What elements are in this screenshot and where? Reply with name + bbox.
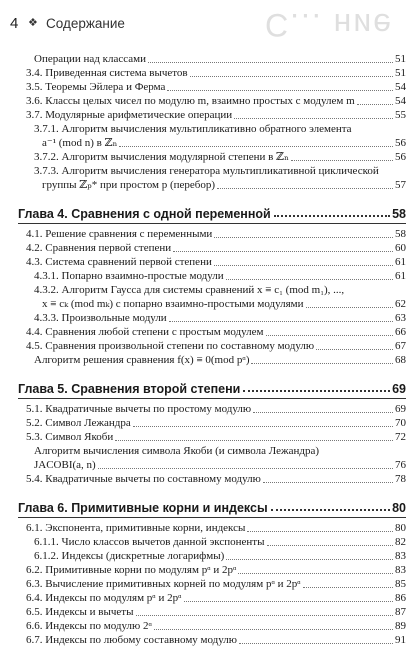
leader-dots — [119, 146, 393, 147]
toc-entry[interactable] — [0, 94, 416, 108]
chapter-page-number: 58 — [392, 207, 406, 221]
chapter-title: Глава 6. Примитивные корни и индексы — [18, 501, 268, 515]
entry-title: 5.4. Квадратичные вычеты по составному модулю — [26, 473, 261, 485]
chapter-page-number: 69 — [392, 382, 406, 396]
page-header — [0, 0, 416, 43]
entry-page-number: 60 — [395, 242, 406, 254]
entry-title: 4.2. Сравнения первой степени — [26, 242, 172, 254]
leader-dots — [115, 440, 393, 441]
leader-dots — [267, 545, 394, 546]
entry-title: 4.3.2. Алгоритм Гаусса для системы сравнений x ≡ c₁ (mod m₁), ..., — [34, 284, 345, 296]
leader-dots — [173, 251, 393, 252]
entry-page-number: 86 — [395, 592, 406, 604]
leader-dots — [167, 90, 393, 91]
entry-page-number: 54 — [395, 81, 406, 93]
toc-entry[interactable] — [0, 430, 416, 444]
entry-title: 6.1.1. Число классов вычетов данной экспоненты — [34, 536, 265, 548]
toc-entry[interactable] — [0, 178, 416, 192]
toc-entry[interactable] — [0, 283, 416, 297]
leader-dots — [148, 62, 393, 63]
leader-dots — [98, 468, 393, 469]
entry-page-number: 78 — [395, 473, 406, 485]
entry-page-number: 54 — [395, 95, 406, 107]
toc-entry[interactable] — [0, 52, 416, 66]
entry-page-number: 55 — [395, 109, 406, 121]
toc-entry[interactable] — [0, 241, 416, 255]
entry-title: JACOBI(a, n) — [34, 459, 96, 471]
entry-page-number: 51 — [395, 53, 406, 65]
entry-title: a⁻¹ (mod n) в ℤₙ — [42, 137, 118, 149]
entry-page-number: 80 — [395, 522, 406, 534]
leader-dots — [226, 279, 393, 280]
entry-page-number: 89 — [395, 620, 406, 632]
entry-title: 6.4. Индексы по модулям pᵅ и 2pᵅ — [26, 592, 182, 604]
toc-entry[interactable] — [0, 353, 416, 367]
leader-dots — [184, 601, 393, 602]
entry-page-number: 57 — [395, 179, 406, 191]
leader-dots — [238, 573, 393, 574]
leader-dots — [253, 412, 393, 413]
entry-title: 6.3. Вычисление примитивных корней по модулям pᵅ и 2pᵅ — [26, 578, 301, 590]
toc-entry[interactable] — [0, 297, 416, 311]
entry-page-number: 70 — [395, 417, 406, 429]
leader-dots — [226, 559, 393, 560]
leader-dots — [169, 321, 393, 322]
toc-entry[interactable] — [0, 591, 416, 605]
leader-dots — [271, 509, 390, 511]
toc-entry[interactable] — [0, 164, 416, 178]
entry-title: x ≡ cₖ (mod mₖ) с попарно взаимно-простыми модулями — [42, 298, 304, 310]
page-number: 4 — [10, 15, 19, 32]
entry-page-number: 61 — [395, 256, 406, 268]
entry-page-number: 87 — [395, 606, 406, 618]
entry-title: 3.6. Классы целых чисел по модулю m, взаимно простых с модулем m — [26, 95, 355, 107]
diamond-icon: ❖ — [28, 17, 38, 29]
entry-title: 6.6. Индексы по модулю 2ᵅ — [26, 620, 152, 632]
leader-dots — [247, 531, 393, 532]
entry-title: 3.7.3. Алгоритм вычисления генератора мультипликативной циклической — [34, 165, 379, 177]
table-of-contents — [0, 52, 416, 647]
leader-dots — [266, 335, 394, 336]
entry-title: Алгоритм решения сравнения f(x) ≡ 0(mod pᵅ) — [34, 354, 250, 366]
leader-dots — [154, 629, 393, 630]
entry-title: 6.7. Индексы по любому составному модулю — [26, 634, 238, 646]
entry-title: 4.3.3. Произвольные модули — [34, 312, 167, 324]
toc-entry[interactable] — [0, 521, 416, 535]
leader-dots — [263, 482, 393, 483]
entry-title: 6.5. Индексы и вычеты — [26, 606, 134, 618]
entry-title: 6.1. Экспонента, примитивные корни, индексы — [26, 522, 246, 534]
chapter-title: Глава 5. Сравнения второй степени — [18, 382, 241, 396]
toc-entry[interactable] — [0, 255, 416, 269]
toc-entry[interactable] — [0, 325, 416, 339]
toc-entry[interactable] — [0, 535, 416, 549]
leader-dots — [306, 307, 393, 308]
entry-title: 6.2. Примитивные корни по модулям pᵅ и 2pᵅ — [26, 564, 237, 576]
entry-title: 6.1.2. Индексы (дискретные логарифмы) — [34, 550, 225, 562]
leader-dots — [243, 390, 390, 392]
toc-entry[interactable] — [0, 150, 416, 164]
toc-entry[interactable] — [0, 605, 416, 619]
entry-title: 4.1. Решение сравнения с переменными — [26, 228, 213, 240]
entry-page-number: 56 — [395, 151, 406, 163]
entry-title: Операции над классами — [34, 53, 146, 65]
leader-dots — [357, 104, 393, 105]
entry-title: 3.4. Приведенная система вычетов — [26, 67, 188, 79]
chapter-divider — [18, 223, 406, 224]
toc-entry[interactable] — [0, 458, 416, 472]
toc-entry[interactable] — [0, 269, 416, 283]
entry-page-number: 83 — [395, 564, 406, 576]
toc-entry[interactable] — [0, 339, 416, 353]
entry-page-number: 91 — [395, 634, 406, 646]
header-title: Содержание — [46, 16, 125, 31]
entry-page-number: 56 — [395, 137, 406, 149]
leader-dots — [136, 615, 394, 616]
leader-dots — [234, 118, 393, 119]
leader-dots — [291, 160, 393, 161]
entry-page-number: 68 — [395, 354, 406, 366]
toc-entry[interactable] — [0, 633, 416, 647]
entry-page-number: 82 — [395, 536, 406, 548]
entry-title: 4.3. Система сравнений первой степени — [26, 256, 212, 268]
toc-entry[interactable] — [0, 472, 416, 486]
leader-dots — [190, 76, 393, 77]
chapter-page-number: 80 — [392, 501, 406, 515]
leader-dots — [214, 237, 393, 238]
leader-dots — [251, 363, 393, 364]
toc-entry[interactable] — [0, 66, 416, 80]
toc-entry[interactable] — [0, 563, 416, 577]
leader-dots — [214, 265, 393, 266]
entry-page-number: 72 — [395, 431, 406, 443]
leader-dots — [239, 643, 393, 644]
chapter-heading[interactable] — [0, 496, 416, 515]
entry-title: 4.3.1. Попарно взаимно-простые модули — [34, 270, 224, 282]
entry-page-number: 63 — [395, 312, 406, 324]
toc-entry[interactable] — [0, 122, 416, 136]
entry-title: группы ℤₚ* при простом p (перебор) — [42, 179, 216, 191]
chapter-heading[interactable] — [0, 377, 416, 396]
entry-title: Алгоритм вычисления символа Якоби (и символа Лежандра) — [34, 445, 320, 457]
entry-page-number: 83 — [395, 550, 406, 562]
entry-title: 3.7.2. Алгоритм вычисления модулярной степени в ℤₙ — [34, 151, 289, 163]
toc-entry[interactable] — [0, 80, 416, 94]
entry-page-number: 62 — [395, 298, 406, 310]
entry-title: 5.3. Символ Якоби — [26, 431, 114, 443]
entry-title: 4.4. Сравнения любой степени с простым модулем — [26, 326, 264, 338]
entry-title: 4.5. Сравнения произвольной степени по составному модулю — [26, 340, 315, 352]
entry-title: 3.5. Теоремы Эйлера и Ферма — [26, 81, 166, 93]
chapter-divider — [18, 398, 406, 399]
entry-title: 5.2. Символ Лежандра — [26, 417, 131, 429]
toc-entry[interactable] — [0, 311, 416, 325]
entry-page-number: 67 — [395, 340, 406, 352]
toc-entry[interactable] — [0, 136, 416, 150]
toc-entry[interactable] — [0, 444, 416, 458]
leader-dots — [133, 426, 393, 427]
entry-page-number: 66 — [395, 326, 406, 338]
toc-entry[interactable] — [0, 416, 416, 430]
show-through-watermark: C... ние — [265, 7, 394, 43]
toc-entry[interactable] — [0, 577, 416, 591]
entry-page-number: 76 — [395, 459, 406, 471]
toc-entry[interactable] — [0, 402, 416, 416]
chapter-divider — [18, 517, 406, 518]
toc-entry[interactable] — [0, 108, 416, 122]
toc-entry[interactable] — [0, 549, 416, 563]
leader-dots — [217, 188, 393, 189]
leader-dots — [274, 215, 390, 217]
leader-dots — [303, 587, 393, 588]
leader-dots — [316, 349, 393, 350]
chapter-heading[interactable] — [0, 202, 416, 221]
entry-page-number: 69 — [395, 403, 406, 415]
chapter-title: Глава 4. Сравнения с одной переменной — [18, 207, 271, 221]
entry-page-number: 58 — [395, 228, 406, 240]
entry-title: 3.7.1. Алгоритм вычисления мультипликативно обратного элемента — [34, 123, 352, 135]
entry-page-number: 61 — [395, 270, 406, 282]
entry-title: 5.1. Квадратичные вычеты по простому модулю — [26, 403, 252, 415]
entry-title: 3.7. Модулярные арифметические операции — [26, 109, 233, 121]
entry-page-number: 51 — [395, 67, 406, 79]
toc-entry[interactable] — [0, 227, 416, 241]
entry-page-number: 85 — [395, 578, 406, 590]
